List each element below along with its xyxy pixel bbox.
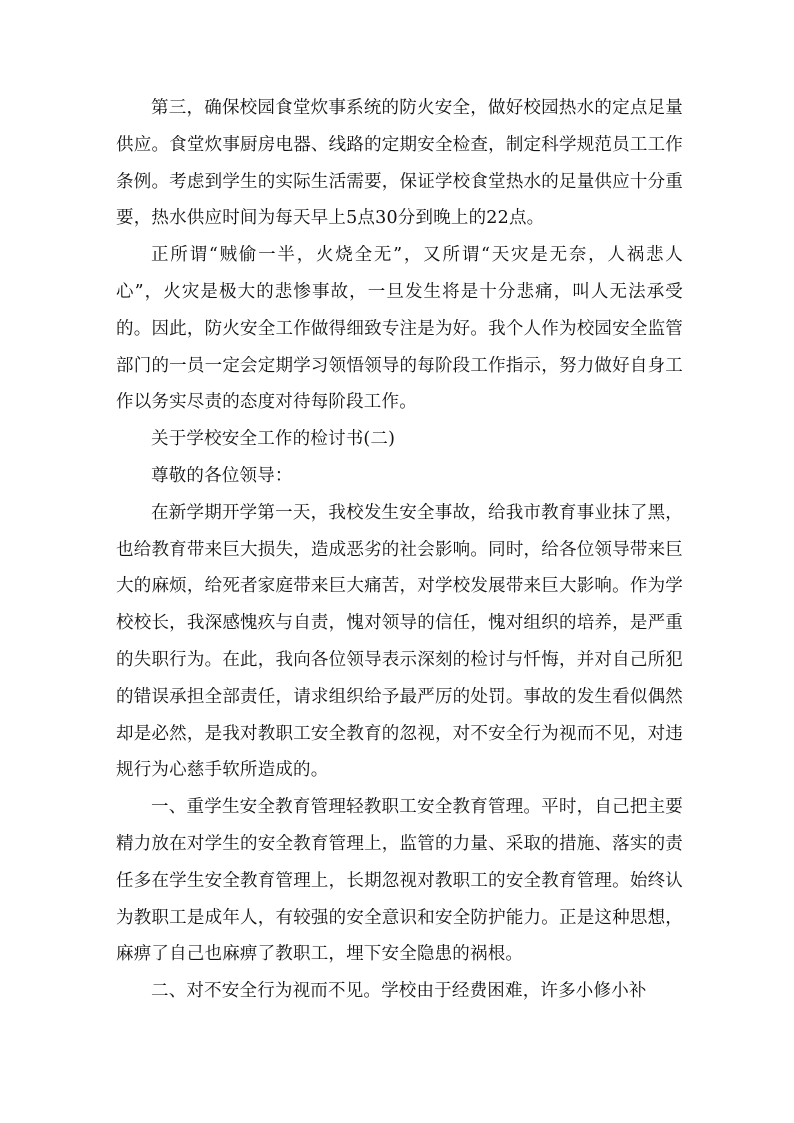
salutation: 尊敬的各位领导：: [151, 465, 293, 486]
section-heading: 关于学校安全工作的检讨书(二): [151, 429, 396, 450]
document-body: [116, 90, 683, 1010]
paragraph-fire-safety-canteen: 第三，确保校园食堂炊事系统的防火安全，做好校园热水的定点足量供应。食堂炊事厨房电器、线路的定期安全检查，制定科学规范员工工作条例。考虑到学生的实际生活需要，保证学校食堂热水的足量供应十分重要，热水供应时间为每天早上5点30分到晚上的22点。: [116, 98, 683, 229]
paragraph-point-one: 一、重学生安全教育管理轻教职工安全教育管理。平时，自己把主要精力放在对学生的安全教育管理上，监管的力量、采取的措施、落实的责任多在学生安全教育管理上，长期忽视对教职工的安全教育管理。始终认为教职工是成年人，有较强的安全意识和安全防护能力。正是这种思想，麻痹了自己也麻痹了教职工，埋下安全隐患的祸根。: [116, 797, 683, 965]
paragraph-fire-proverb: 正所谓“贼偷一半，火烧全无”，又所谓“天灾是无奈，人祸悲人心”，火灾是极大的悲惨事故，一旦发生将是十分悲痛，叫人无法承受的。因此，防火安全工作做得细致专注是为好。我个人作为校园安全监管部门的一员一定会定期学习领悟领导的每阶段工作指示，努力做好自身工作以务实尽责的态度对待每阶段工作。: [116, 245, 683, 413]
paragraph-accident-apology: 在新学期开学第一天，我校发生安全事故，给我市教育事业抹了黑，也给教育带来巨大损失，造成恶劣的社会影响。同时，给各位领导带来巨大的麻烦，给死者家庭带来巨大痛苦，对学校发展带来巨大影响。作为学校校长，我深感愧疚与自责，愧对领导的信任，愧对组织的培养，是严重的失职行为。在此，我向各位领导表示深刻的检讨与忏悔，并对自己所犯的错误承担全部责任，请求组织给予最严厉的处罚。事故的发生看似偶然却是必然，是我对教职工安全教育的忽视，对不安全行为视而不见，对违规行为心慈手软所造成的。: [116, 502, 683, 781]
paragraph-point-two: 二、对不安全行为视而不见。学校由于经费困难，许多小修小补: [151, 981, 647, 1002]
